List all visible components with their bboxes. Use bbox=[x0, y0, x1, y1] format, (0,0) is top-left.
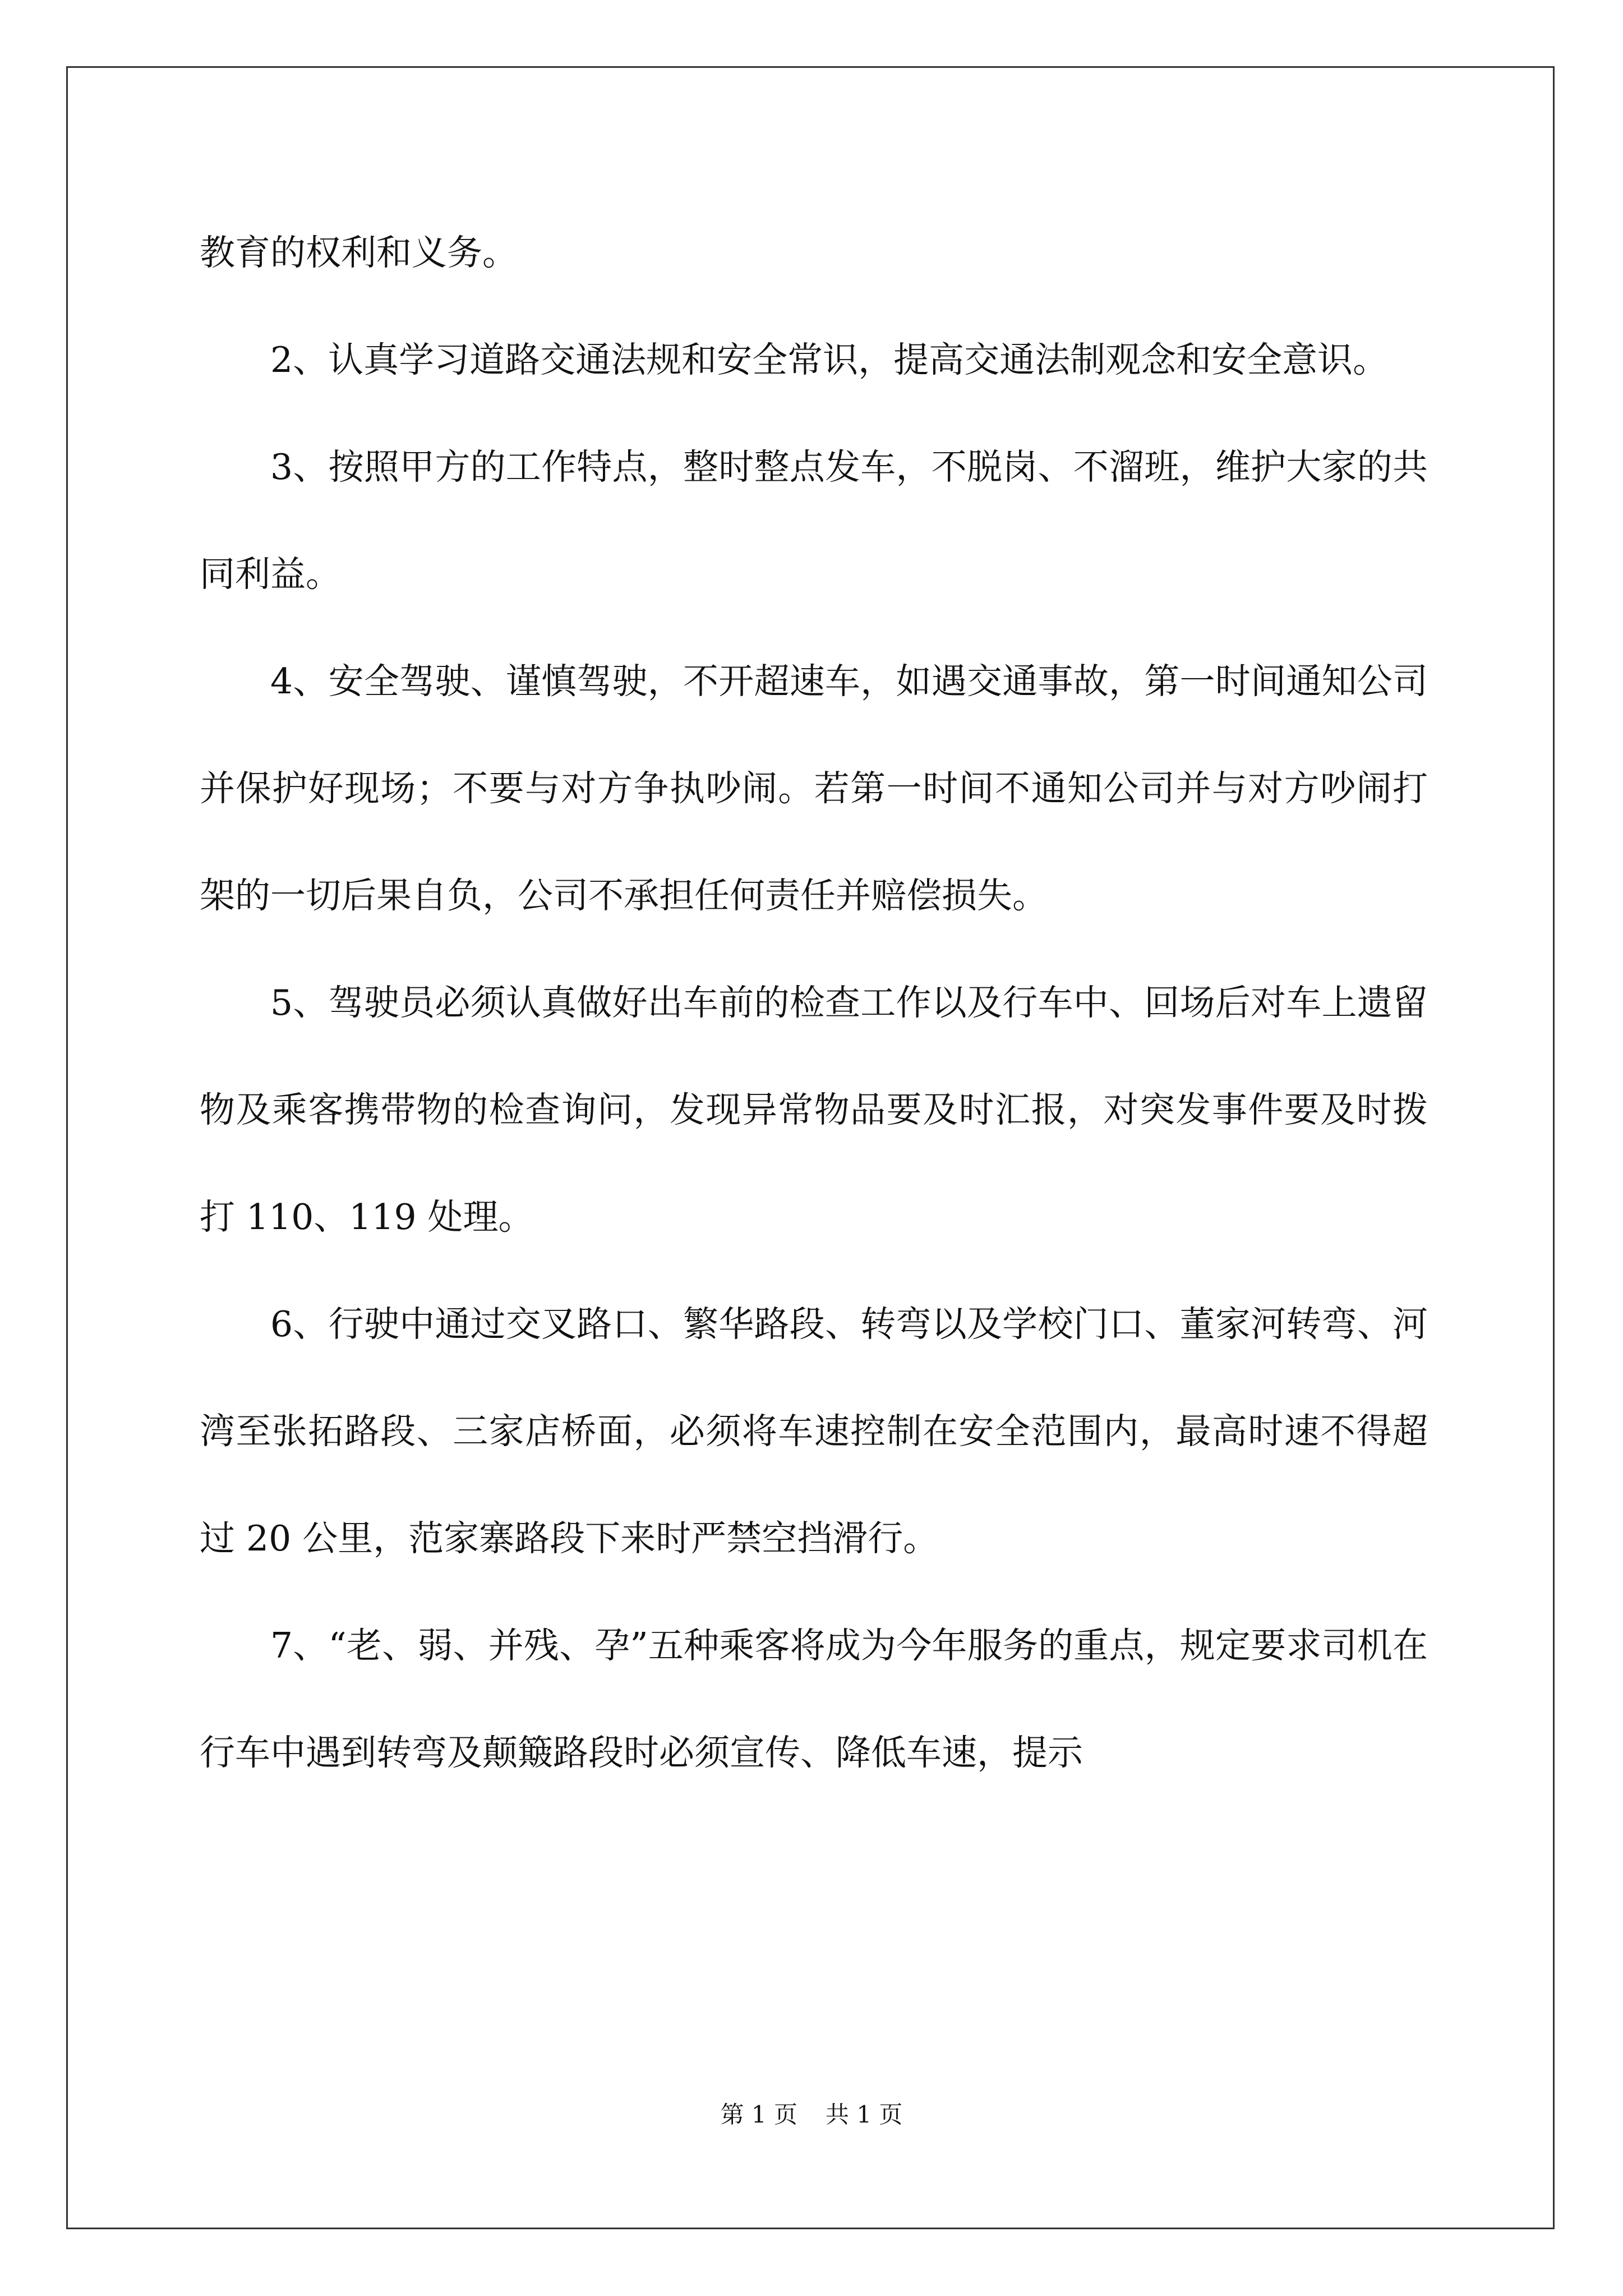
paragraph-item-7: 7、“老、弱、并残、孕”五种乘客将成为今年服务的重点，规定要求司机在行车中遇到转弯及颠簸路段时必须宣传、降低车速，提示 bbox=[200, 1625, 1428, 1773]
paragraph-item-4: 4、安全驾驶、谨慎驾驶，不开超速车，如遇交通事故，第一时间通知公司并保护好现场；不要与对方争执吵闹。若第一时间不通知公司并与对方吵闹打架的一切后果自负，公司不承担任何责任并赔偿损失。 bbox=[200, 661, 1428, 916]
paragraph-item-6: 6、行驶中通过交叉路口、繁华路段、转弯以及学校门口、董家河转弯、河湾至张拓路段、三家店桥面，必须将车速控制在安全范围内，最高时速不得超过 20 公里，范家寨路段下来时严禁空挡滑行。 bbox=[200, 1304, 1428, 1559]
paragraph-item-3: 3、按照甲方的工作特点，整时整点发车，不脱岗、不溜班，维护大家的共同利益。 bbox=[200, 447, 1428, 595]
paragraph-item-5: 5、驾驶员必须认真做好出车前的检查工作以及行车中、回场后对车上遗留物及乘客携带物的检查询问，发现异常物品要及时汇报，对突发事件要及时拨打 110、119 处理。 bbox=[200, 982, 1428, 1237]
paragraph-continuation: 教育的权利和义务。 bbox=[200, 232, 518, 273]
page-footer bbox=[0, 2098, 1623, 2132]
paragraph-item-2: 2、认真学习道路交通法规和安全常识，提高交通法制观念和安全意识。 bbox=[270, 339, 1389, 380]
page-total: 共 1 页 bbox=[826, 2101, 903, 2128]
page-number: 第 1 页 bbox=[720, 2101, 797, 2128]
document-body bbox=[200, 199, 1428, 1806]
